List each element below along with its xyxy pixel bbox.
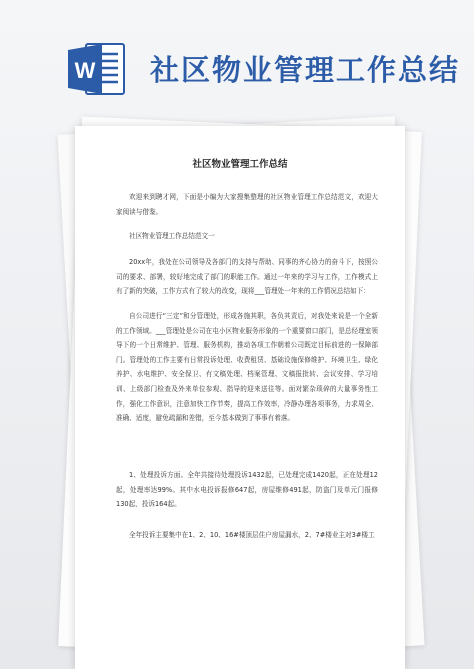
paragraph-duties: 自公司进行“三定”和分管理处，形成各施其职，各负其责后，对我处来说是一个全新的工作领域。___管理处是公司在屯小区物业服务形象的一个重要窗口部门，是总经理室领导下的一个日常维护、管理、服务机构，推动各项工作朝着公司既定目标前进的一保障部门。管理处的工作主要有日常投诉处理、收费租赁、基础设施保修维护、环境卫生、绿化养护、水电维护、安全保卫、有文稿处理、档案管理、文稿报批转、会议安排、学习培训、上级部门检查及外来单位参观、指导的迎来送往等。面对繁杂琐碎的大量事务性工作，强化工作意识，注意加快工作节奏，提高工作效率，冷静办理各项事务，力求周全、准确、适度，避免疏漏和差错，至今基本做到了事事有着落。 — [116, 312, 378, 423]
paragraph-intro: 欢迎来到聘才网，下面是小编为大家搜集整理的社区物业管理工作总结范文，欢迎大家阅读与借鉴。 — [116, 193, 378, 216]
word-icon-letter: W — [74, 58, 96, 83]
header-banner — [0, 0, 474, 120]
paragraph-complaint-focus: 全年投诉主要集中在1、2、10、16#楼顶层住户房屋漏水，2、7#楼业主对3#楼工 — [129, 531, 375, 539]
paragraph-summary: 20xx年，我处在公司领导及各部门的支持与帮助、同事的齐心协力的奋斗下，按照公司的要求、部署，较好地完成了部门的职能工作。通过一年来的学习与工作，工作模式上有了新的突破，工作方式有了较大的改变，现将___管理处一年来的工作情况总结如下： — [116, 258, 378, 296]
document-title: 社区物业管理工作总结 — [192, 159, 288, 170]
document-page — [75, 126, 405, 669]
banner-title: 社区物业管理工作总结 — [150, 53, 461, 87]
paragraph-subtitle: 社区物业管理工作总结范文一 — [129, 232, 215, 240]
microsoft-word-icon — [66, 40, 126, 98]
paragraph-complaints: 1、处理投诉方面。全年共接待处理投诉1432起，已处理完成1420起，正在处理12起，处理率达99%。其中水电投诉报修647起，房屋维修491起，防盗门及单元门报修130起，投诉164起。 — [116, 471, 378, 509]
